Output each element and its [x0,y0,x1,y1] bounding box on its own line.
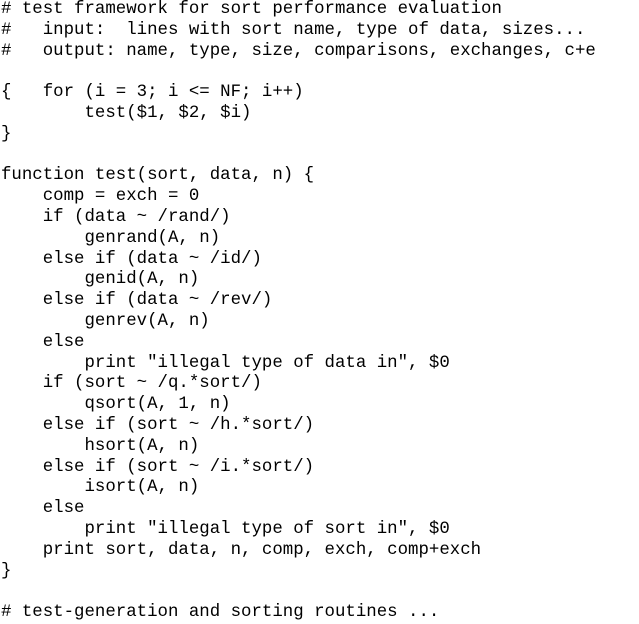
code-line: print "illegal type of sort in", $0 [1,519,450,539]
code-line: print "illegal type of data in", $0 [1,353,450,373]
code-line: isort(A, n) [1,478,200,498]
code-line: else if (sort ~ /h.*sort/) [1,415,315,435]
code-line: hsort(A, n) [1,436,200,456]
comment-line: # test framework for sort performance evaluation [1,0,502,19]
code-line: test($1, $2, $i) [1,103,252,123]
code-line: genid(A, n) [1,270,200,290]
code-line: else if (data ~ /rev/) [1,291,273,311]
code-line: if (data ~ /rand/) [1,207,231,227]
code-line: qsort(A, 1, n) [1,395,231,415]
blank-line [1,146,596,167]
code-line: { for (i = 3; i <= NF; i++) [1,83,304,103]
comment-line: # output: name, type, size, comparisons, exchanges, c+e [1,41,596,61]
code-line: } [1,561,12,581]
blank-line [1,582,596,603]
comment-line: # test-generation and sorting routines ... [1,603,440,623]
code-listing [1,0,596,624]
comment-line: # input: lines with sort name, type of data, sizes... [1,20,586,40]
code-line: } [1,124,12,144]
code-line: genrev(A, n) [1,311,210,331]
blank-line [1,62,596,83]
code-line: else [1,499,85,519]
code-line: else [1,332,85,352]
code-line: print sort, data, n, comp, exch, comp+exch [1,540,482,560]
code-line: if (sort ~ /q.*sort/) [1,374,262,394]
code-line: else if (data ~ /id/) [1,249,262,269]
code-line: genrand(A, n) [1,228,221,248]
code-line: else if (sort ~ /i.*sort/) [1,457,315,477]
code-line: comp = exch = 0 [1,187,200,207]
function-signature-line: function test(sort, data, n) { [1,166,315,186]
